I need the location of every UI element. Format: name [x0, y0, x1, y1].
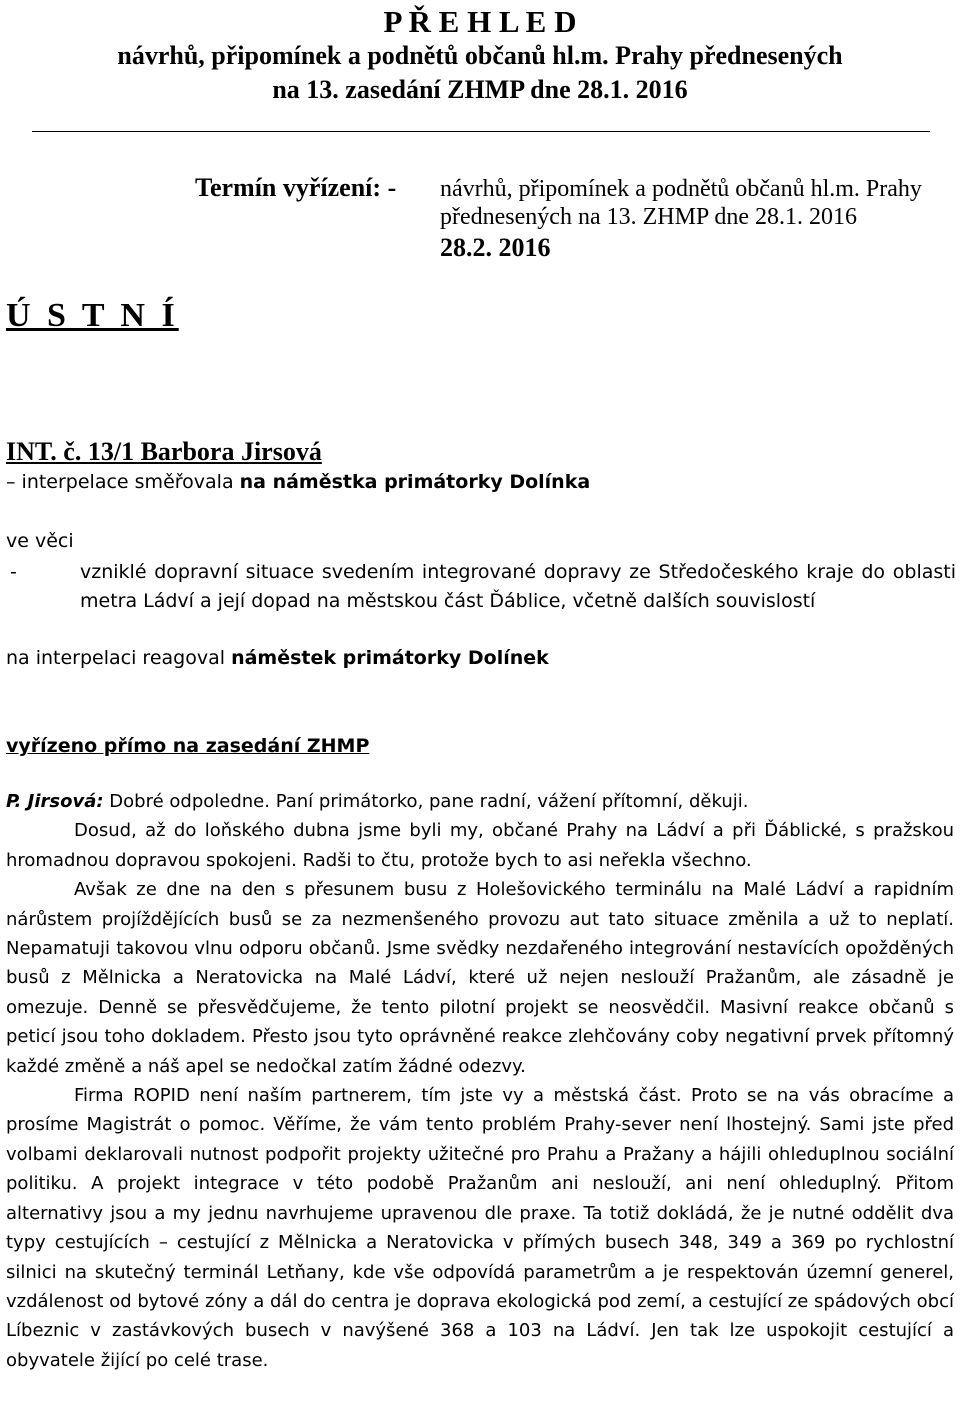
speech-paragraph: [6, 787, 954, 816]
termin-date: 28.2. 2016: [440, 233, 551, 262]
speech-paragraph: Dosud, až do loňského dubna jsme byli my, občané Prahy na Ládví a při Ďáblické, s pražskou hromadnou dopravou spokojeni. Radši to čtu, protože bych to asi neřekla všechno.: [6, 820, 954, 871]
speech-paragraph: Firma ROPID není naším partnerem, tím jste vy a městská část. Proto se na vás obracíme a prosíme Magistrát o pomoc. Věříme, že vám tento problém Prahy-sever není lhostejný. Sami jste před volbami deklarovali nutnost podpořit projekty užitečné pro Prahu a Pražany a hájili ohleduplnou sociální politiku. A projekt integrace v této podobě Pražanům ani neslouží, ani není ohleduplný. Přitom alternativy jsou a my jednu navrhujeme upravenou dle praxe. Ta totiž dokládá, že je nutné oddělit dva typy cestujících – cestující z Mělnicka a Neratovicka v přímých busech 348, 349 a 369 po rychlostní silnici na skutečný terminál Letňany, kde vše odpovídá parametrům a je respektován územní generel, vzdálenost od bytové zóny a dál do centra je doprava ekologická pod zemí, a cestující ze spádových obcí Líbeznic v zastávkových busech v navýšené 368 a 103 na Ládví. Jen tak lze uspokojit cestující a obyvatele žijící po celé trase.: [6, 1085, 954, 1371]
termin-label: Termín vyřízení: -: [195, 173, 397, 202]
addressee-prefix: – interpelace směřovala: [6, 471, 240, 493]
document-title: P Ř E H L E D: [383, 4, 577, 39]
status-line: vyřízeno přímo na zasedání ZHMP: [6, 735, 370, 757]
speech-greeting: Dobré odpoledne. Paní primátorko, pane radní, vážení přítomní, děkuji.: [109, 791, 749, 812]
document-subtitle-line1: návrhů, připomínek a podnětů občanů hl.m. Prahy přednesených: [117, 41, 843, 70]
subject-dash: -: [10, 561, 17, 583]
response-line: [6, 644, 954, 672]
termin-description-line1: návrhů, připomínek a podnětů občanů hl.m. Prahy: [440, 176, 922, 202]
speech-transcript: [6, 787, 954, 1375]
addressee-name: na náměstka primátorky Dolínka: [239, 471, 591, 493]
subject-text: vzniklé dopravní situace svedením integrované dopravy ze Středočeského kraje do oblasti metra Ládví a její dopad na městskou část Ďáblice, včetně dalších souvislostí: [80, 561, 956, 612]
termin-description-line2: přednesených na 13. ZHMP dne 28.1. 2016: [440, 204, 858, 230]
response-prefix: na interpelaci reagoval: [6, 647, 232, 669]
subject-label: ve věci: [6, 530, 74, 552]
response-name: náměstek primátorky Dolínek: [231, 647, 549, 669]
speaker-name: P. Jirsová:: [6, 791, 104, 812]
interpellation-heading: INT. č. 13/1 Barbora Jirsová: [6, 437, 322, 466]
section-label-ustni: Ú S T N Í: [6, 297, 179, 334]
document-subtitle-line2: na 13. zasedání ZHMP dne 28.1. 2016: [272, 75, 688, 104]
speech-paragraph: Avšak ze dne na den s přesunem busu z Holešovického terminálu na Malé Ládví a rapidním nárůstem projíždějících busů se za nezmenšeného provozu aut tato situace změnila a už to neplatí. Nepamatuji takovou vlnu odporu občanů. Jsme svědky nezdařeného integrování nestavících opožděných busů z Mělnicka a Neratovicka na Malé Ládví, které už nejen neslouží Pražanům, ale zásadně je omezuje. Denně se přesvědčujeme, že tento pilotní projekt se neosvědčil. Masivní reakce občanů s peticí jsou toho dokladem. Přesto jsou tyto oprávněné reakce zlehčovány coby negativní prvek přítomný každé změně a náš apel se nedočkal zatím žádné odezvy.: [6, 879, 954, 1077]
title-divider: [32, 131, 930, 132]
interpellation-addressee: [6, 468, 590, 496]
